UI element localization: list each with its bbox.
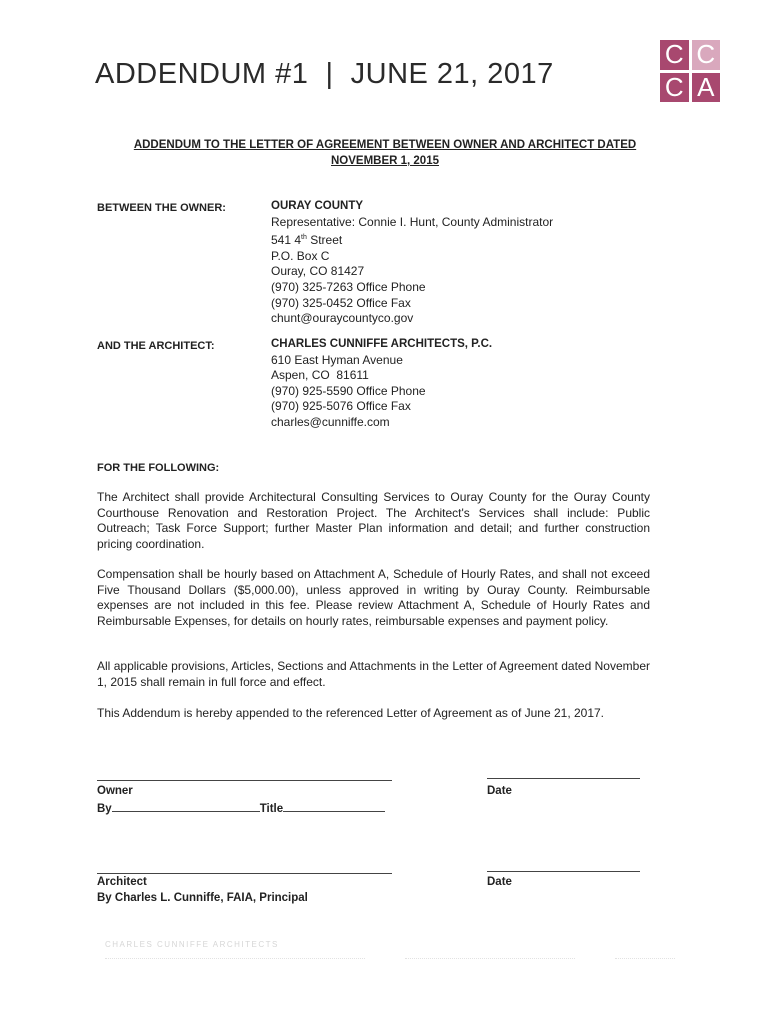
by-field[interactable] — [112, 800, 260, 812]
owner-phone: (970) 325-7263 Office Phone — [271, 279, 426, 294]
owner-by-row — [97, 800, 385, 815]
architect-email: charles@cunniffe.com — [271, 414, 390, 429]
architect-city: Aspen, CO 81611 — [271, 368, 369, 383]
architect-signature-label: Architect — [97, 876, 147, 888]
owner-street: 541 4th Street — [271, 233, 343, 248]
following-label: FOR THE FOLLOWING: — [97, 462, 220, 474]
provisions-paragraph: All applicable provisions, Articles, Sections and Attachments in the Letter of Agreement dated November 1, 2015 shall remain in full force and effect. — [97, 659, 650, 689]
architect-phone: (970) 925-5590 Office Phone — [271, 383, 426, 398]
appendix-paragraph: This Addendum is hereby appended to the referenced Letter of Agreement as of June 21, 2017. — [97, 706, 605, 720]
by-label: By — [97, 803, 112, 815]
logo-letter: A — [692, 73, 721, 103]
firm-logo — [660, 40, 720, 102]
owner-fax: (970) 325-0452 Office Fax — [271, 295, 411, 310]
footer-rule-1 — [105, 958, 365, 959]
page-footer — [105, 940, 675, 959]
owner-label: BETWEEN THE OWNER: — [97, 202, 226, 214]
architect-by-label: By Charles L. Cunniffe, FAIA, Principal — [97, 892, 308, 904]
owner-po-box: P.O. Box C — [271, 248, 330, 263]
owner-name: OURAY COUNTY — [271, 200, 364, 212]
document-title: ADDENDUM #1 | JUNE 21, 2017 — [95, 58, 554, 90]
footer-firm: CHARLES CUNNIFFE ARCHITECTS — [105, 940, 279, 949]
owner-signature-line[interactable] — [97, 780, 392, 781]
architect-name: CHARLES CUNNIFFE ARCHITECTS, P.C. — [271, 338, 493, 350]
owner-city: Ouray, CO 81427 — [271, 264, 365, 279]
title-label: Title — [259, 803, 284, 815]
footer-detail-row — [105, 954, 675, 959]
subject-line-1: ADDENDUM TO THE LETTER OF AGREEMENT BETWEEN OWNER AND ARCHITECT DATED — [133, 139, 637, 151]
logo-letter: C — [692, 40, 721, 70]
logo-letter: C — [660, 73, 689, 103]
architect-fax: (970) 925-5076 Office Fax — [271, 399, 411, 414]
scope-paragraph: The Architect shall provide Architectural Consulting Services to Ouray County for the Ouray County Courthouse Renovation and Restoration Project. The Architect's Services shall include: Public Outreach; Task Force Support; further Master Plan information and detail; and further construction pricing coordination. — [97, 490, 650, 552]
owner-representative: Representative: Connie I. Hunt, County Administrator — [271, 214, 554, 229]
owner-signature-label: Owner — [97, 785, 133, 797]
logo-letter: C — [660, 40, 689, 70]
subject-line-2: NOVEMBER 1, 2015 — [330, 155, 439, 167]
title-field[interactable] — [283, 800, 385, 812]
footer-rule-2 — [405, 958, 575, 959]
architect-details — [271, 337, 492, 431]
architect-date-label: Date — [487, 876, 512, 888]
architect-label: AND THE ARCHITECT: — [97, 340, 215, 352]
architect-date-line[interactable] — [487, 871, 640, 872]
owner-details — [271, 199, 553, 327]
owner-date-line[interactable] — [487, 778, 640, 779]
subject-heading — [110, 137, 660, 169]
architect-street: 610 East Hyman Avenue — [271, 352, 403, 367]
architect-signature-line[interactable] — [97, 873, 392, 874]
compensation-paragraph: Compensation shall be hourly based on Attachment A, Schedule of Hourly Rates, and shall not exceed Five Thousand Dollars ($5,000.00), unless approved in writing by Ouray County. Reimbursable expenses are not included in this fee. Please review Attachment A, Schedule of Hourly Rates and Reimbursable Expenses, for details on hourly rates, reimbursable expenses and payment policy. — [97, 567, 650, 629]
owner-date-label: Date — [487, 785, 512, 797]
footer-rule-3 — [615, 958, 675, 959]
owner-email: chunt@ouraycountyco.gov — [271, 311, 414, 326]
